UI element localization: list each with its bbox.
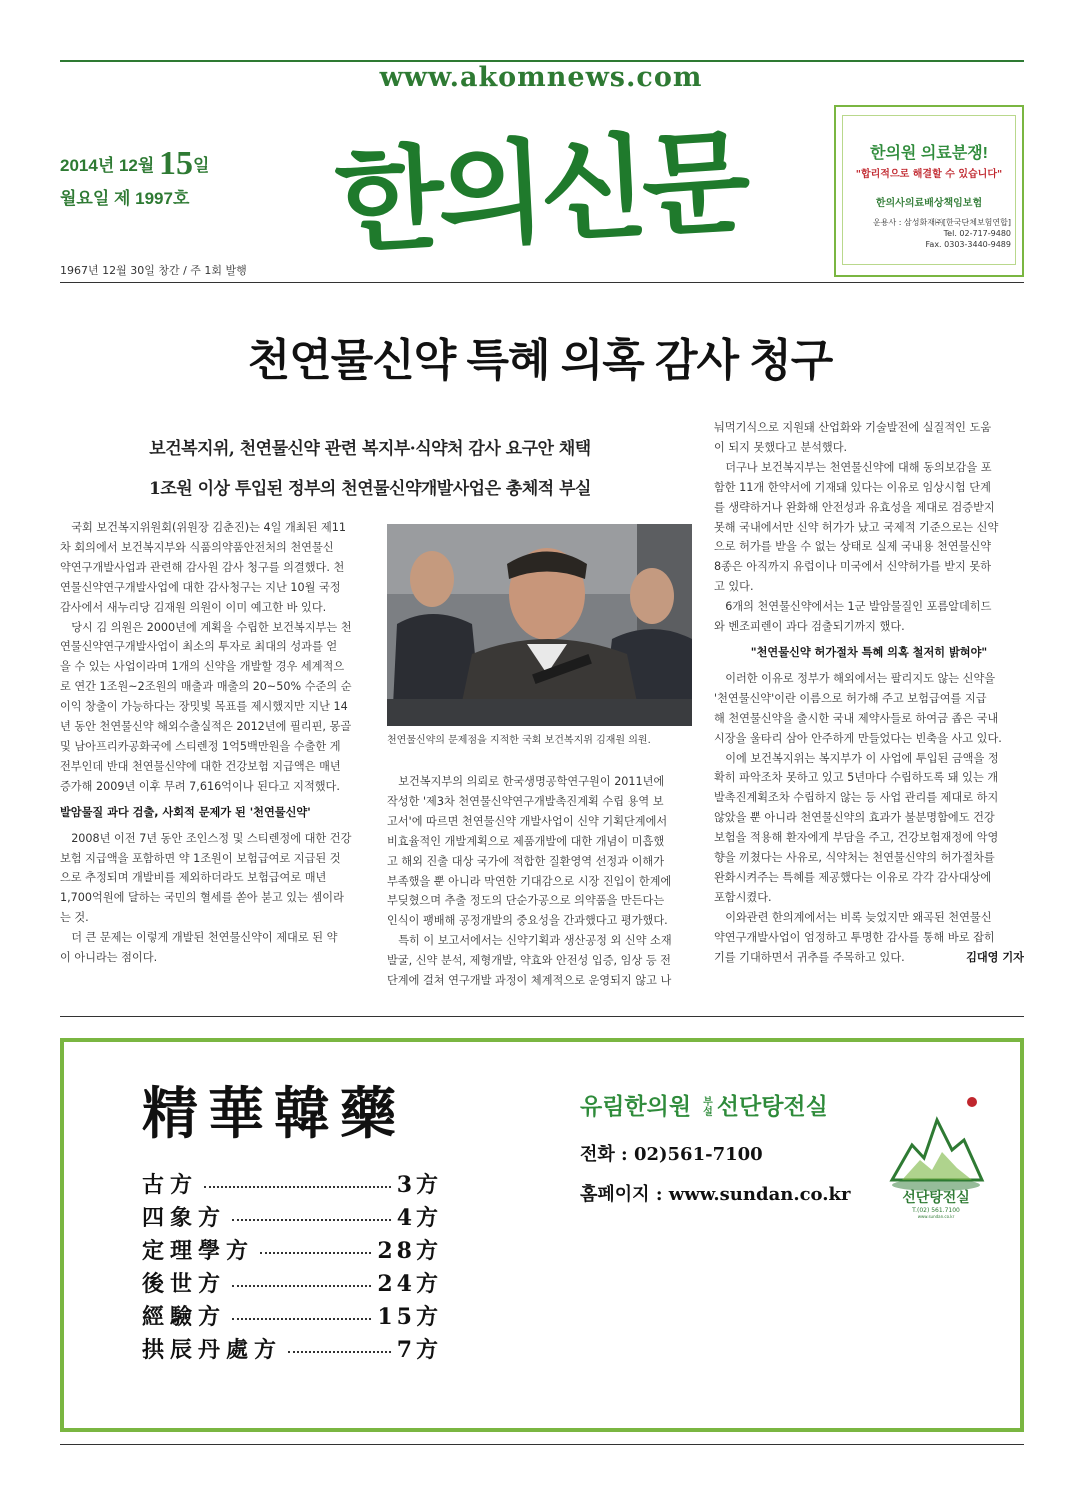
clinic-advertisement[interactable] [60, 1038, 1024, 1432]
byline: 김대영 기자 [966, 950, 1024, 964]
insurance-ad-inner [842, 115, 1016, 265]
article-line: 을 수 있는 사업이라며 1개의 신약을 개발할 경우 세계적으 [60, 660, 345, 674]
article-line: 보험 지급액을 포함하면 약 1조원이 보험급여로 지급된 것 [60, 851, 341, 865]
article-line: 전부인데 반대 천연물신약에 대한 건강보험 지급액은 매년 [60, 759, 341, 773]
date-prefix: 2014년 12월 [60, 156, 155, 175]
article-line: 약연구개발사업이 엄정하고 투명한 감사를 통해 바로 잡히 [714, 930, 995, 944]
prescription-count: 24方 [377, 1271, 442, 1297]
leader-dots [288, 1351, 391, 1353]
article-line: 6개의 천연물신약에서는 1군 발암물질인 포름알데히드 [714, 600, 992, 614]
prescription-list [142, 1168, 442, 1366]
article-line: 부족했을 뿐 아니라 막연한 기대감으로 시장 진입이 한계에 [387, 874, 672, 888]
prescription-row [142, 1234, 442, 1267]
annex-tag-bottom: 설 [703, 1107, 713, 1118]
prescription-name: 古方 [142, 1172, 199, 1198]
article-line: 단계에 걸쳐 연구개발 과정이 체계적으로 운영되지 않고 나 [387, 974, 672, 988]
founded-note: 1967년 12월 30일 창간 / 주 1회 발행 [60, 264, 247, 277]
leader-dots [232, 1318, 371, 1320]
article-subhead-2: 1조원 이상 투입된 정부의 천연물신약개발사업은 총체적 부실 [149, 479, 591, 499]
site-url[interactable]: www.akomnews.com [379, 62, 703, 93]
article-line: 더 큰 문제는 이렇게 개발된 천연물신약이 제대로 된 약 [60, 931, 338, 945]
article-line: 고 해외 진출 대상 국가에 적합한 질환영역 선정과 이해가 [387, 854, 665, 868]
prescription-row [142, 1201, 442, 1234]
column-left-body-2 [60, 829, 365, 968]
ad-title: 精華韓藥 [142, 1081, 406, 1147]
prescription-name: 經驗方 [142, 1304, 227, 1330]
article-line: 연물신약연구개발사업이 최소의 투자로 최대의 성과를 얻 [60, 640, 338, 654]
annex-tag [703, 1098, 713, 1118]
article-line: 작성한 '제3차 천연물신약연구개발촉진계획 수립 용역 보 [387, 794, 664, 808]
article-line: 고 있다. [714, 580, 754, 594]
page-bottom-rule [60, 1444, 1024, 1445]
leader-dots [204, 1186, 391, 1188]
article-line: 당시 김 의원은 2000년에 계획을 수립한 보건복지부는 천 [60, 620, 352, 634]
article-line: 는 것. [60, 911, 89, 925]
article-line: 인식이 팽배해 공정개발의 중요성을 간과했다고 평가했다. [387, 914, 668, 928]
article-line: 이 아니라는 점이다. [60, 951, 158, 965]
article-line: 포함시켰다. [714, 890, 772, 904]
insurance-ad-tel: Tel. 02-717-9480 [943, 229, 1011, 238]
article-line: 고서'에 따르면 천연물신약 개발사업이 신약 기획단계에서 [387, 814, 668, 828]
issue-date [60, 145, 300, 182]
prescription-name: 四象方 [142, 1205, 227, 1231]
article-line: 눠먹기식으로 지원돼 산업화와 기술발전에 실질적인 도움 [714, 421, 992, 434]
article-line: 더구나 보건복지부는 천연물신약에 대해 동의보감을 포 [714, 460, 992, 474]
article-line: 발촉진계획조차 수립하지 않는 등 사업 관리를 제대로 하지 [714, 791, 999, 805]
article-line: 이 되지 못했다고 분석했다. [714, 440, 848, 454]
column-right-body-2 [714, 669, 1024, 948]
prescription-name: 後世方 [142, 1271, 227, 1297]
article-line: 이러한 이유로 정부가 해외에서는 팔리지도 않는 신약을 [714, 671, 996, 685]
clinic-name [580, 1088, 828, 1121]
article-line: 로 연간 1조원~2조원의 매출과 매출의 20~50% 수준의 순 [60, 680, 352, 694]
clinic-name-text: 유림한의원 [580, 1093, 692, 1120]
article-line: 특히 이 보고서에서는 신약기획과 생산공정 외 신약 소재 [387, 934, 672, 948]
seal-web: www.sundan.co.kr [917, 1214, 955, 1218]
article-line: 이에 보건복지위는 복지부가 이 사업에 투입된 금액을 정 [714, 751, 999, 765]
date-day: 15 [159, 145, 194, 182]
article-line: 향을 끼쳤다는 사유로, 식약처는 천연물신약의 허가절차를 [714, 851, 995, 865]
issue-number: 월요일 제 1997호 [60, 189, 190, 208]
article-line: 못해 국내에서만 신약 허가가 났고 국제적 기준으로는 신약 [714, 520, 999, 534]
prescription-row [142, 1168, 442, 1201]
article-line: 보건복지부의 의뢰로 한국생명공학연구원이 2011년에 [387, 775, 665, 788]
column-right-subhead: "천연물신약 허가절차 특혜 의혹 철저히 밝혀야" [750, 645, 988, 659]
article-line: 확히 파악조차 못하고 있고 5년마다 수립하도록 돼 있는 개 [714, 771, 999, 785]
seal-tel: T.(02) 561.7100 [912, 1207, 960, 1214]
article-line: 와 벤조피렌이 과다 검출되기까지 했다. [714, 620, 905, 634]
article-line: 연물신약연구개발사업에 대한 감사청구는 지난 10월 국정 [60, 580, 341, 594]
clinic-seal-logo [882, 1090, 990, 1218]
article-line: 완화시켜주는 특혜를 제공했다는 이유로 각각 감사대상에 [714, 870, 992, 884]
prescription-count: 3方 [396, 1172, 442, 1198]
photo-caption: 천연물신약의 문제점을 지적한 국회 보건복지위 김재원 의원. [387, 735, 651, 746]
article-line: 이익 창출이 가능하다는 장밋빛 목표를 제시했지만 지난 14 [60, 700, 348, 714]
article-photo [387, 524, 692, 726]
article-line: 년 동안 천연물신약 해외수출실적은 2012년에 필리핀, 몽골 [60, 720, 352, 734]
article-column-right [714, 418, 1024, 967]
article-line: 않았을 뿐 아니라 천연물신약의 효과가 불분명함에도 건강 [714, 811, 995, 825]
article-line: 약연구개발사업과 관련해 감사원 감사 청구를 의결했다. 천 [60, 560, 345, 574]
article-line: 함한 11개 한약서에 기재돼 있다는 이유로 임상시험 단계 [714, 480, 991, 494]
annex-tag-top: 부 [703, 1097, 713, 1108]
insurance-ad-operator: 운용사 : 삼성화재㈜[한국단체보험연합] [873, 218, 1011, 227]
article-headline: 천연물신약 특혜 의혹 감사 청구 [247, 336, 833, 385]
insurance-ad-fax: Fax. 0303-3440-9489 [925, 240, 1011, 249]
column-left-body [60, 518, 365, 797]
article-line: 국회 보건복지위원회(위원장 김춘진)는 4일 개최된 제11 [60, 521, 347, 534]
clinic-annex: 선단탕전실 [716, 1093, 828, 1120]
article-line: 를 생략하거나 완화해 안전성과 유효성을 제대로 검증받지 [714, 500, 995, 514]
article-line: 으로 허가를 받을 수 없는 상태로 실제 국내용 천연물신약 [714, 540, 992, 554]
article-line: '천연물신약'이란 이름으로 허가해 주고 보험급여를 지급 [714, 691, 987, 705]
photo-illustration [387, 524, 692, 726]
column-left-subhead: 발암물질 과다 검출, 사회적 문제가 된 '천연물신약' [60, 805, 311, 819]
insurance-ad-contact [843, 217, 1015, 250]
article-line: 비효율적인 개발계획으로 제품개발에 대한 개념이 미흡했 [387, 834, 665, 848]
leader-dots [232, 1219, 391, 1221]
prescription-name: 拱辰丹處方 [142, 1337, 283, 1363]
prescription-row [142, 1267, 442, 1300]
article-line: 해 천연물신약을 출시한 국내 제약사들로 하여금 좁은 국내 [714, 711, 999, 725]
article-line: 보험을 적용해 환자에게 부담을 주고, 건강보험재정에 악영 [714, 831, 999, 845]
leader-dots [260, 1252, 371, 1254]
article-subhead-1: 보건복지위, 천연물신약 관련 복지부·식약처 감사 요구안 채택 [149, 439, 591, 459]
leader-dots [232, 1285, 371, 1287]
clinic-website[interactable]: 홈페이지 : www.sundan.co.kr [580, 1184, 851, 1205]
date-block [60, 145, 300, 209]
article-line: 부딪혔으며 추출 정도의 단순가공으로 의약품을 만든다는 [387, 894, 665, 908]
prescription-name: 定理學方 [142, 1238, 255, 1264]
article-line: 발굴, 신약 분석, 제형개발, 약효와 안전성 입증, 임상 등 전 [387, 954, 671, 968]
insurance-ad-org: 한의사의료배상책임보험 [875, 198, 983, 209]
column-right-last-line [714, 948, 1024, 968]
prescription-count: 28方 [377, 1238, 442, 1264]
article-line: 증가해 2009년 이후 무려 7,616억이나 된다고 지적했다. [60, 779, 340, 793]
prescription-count: 7方 [396, 1337, 442, 1363]
article-column-middle [387, 772, 692, 991]
article-line: 이와관련 한의계에서는 비록 늦었지만 왜곡된 천연물신 [714, 910, 992, 924]
article-line: 2008년 이전 7년 동안 조인스정 및 스티렌정에 대한 건강 [60, 831, 352, 845]
masthead-logo: 한의신문 [332, 116, 748, 269]
insurance-ad-slogan: "합리적으로 해결할 수 있습니다" [855, 169, 1003, 180]
article-end-rule [60, 1016, 1024, 1017]
date-suffix: 일 [193, 156, 210, 175]
article-column-left [60, 518, 365, 968]
article-line: 차 회의에서 보건복지부와 식품의약품안전처의 천연물신 [60, 540, 334, 554]
article-line: 감사에서 새누리당 김재원 의원이 이미 예고한 바 있다. [60, 600, 327, 614]
prescription-row [142, 1333, 442, 1366]
insurance-ad[interactable] [834, 105, 1024, 277]
article-line: 1,700억원에 달하는 국민의 혈세를 쏟아 붇고 있는 셈이라 [60, 891, 344, 905]
last-line-text: 기를 기대하면서 귀추를 주목하고 있다. [714, 950, 905, 964]
column-middle-body [387, 772, 692, 991]
prescription-row [142, 1300, 442, 1333]
header-rule [60, 282, 1024, 283]
prescription-count: 4方 [396, 1205, 442, 1231]
insurance-ad-title: 한의원 의료분쟁! [870, 145, 988, 162]
prescription-count: 15方 [377, 1304, 442, 1330]
article-line: 시장을 울타리 삼아 안주하게 만들었다는 빈축을 사고 있다. [714, 731, 1002, 745]
article-line: 및 남아프리카공화국에 스티렌정 1억5백만원을 수출한 게 [60, 739, 341, 753]
seal-name: 선단탕전실 [902, 1190, 970, 1206]
clinic-phone[interactable]: 전화 : 02)561-7100 [580, 1144, 763, 1165]
article-line: 8종은 아직까지 유럽이나 미국에서 신약허가를 받지 못하 [714, 560, 992, 574]
column-right-body [714, 418, 1024, 637]
article-line: 으로 추정되며 개발비를 제외하더라도 보험급여로 매년 [60, 871, 327, 885]
